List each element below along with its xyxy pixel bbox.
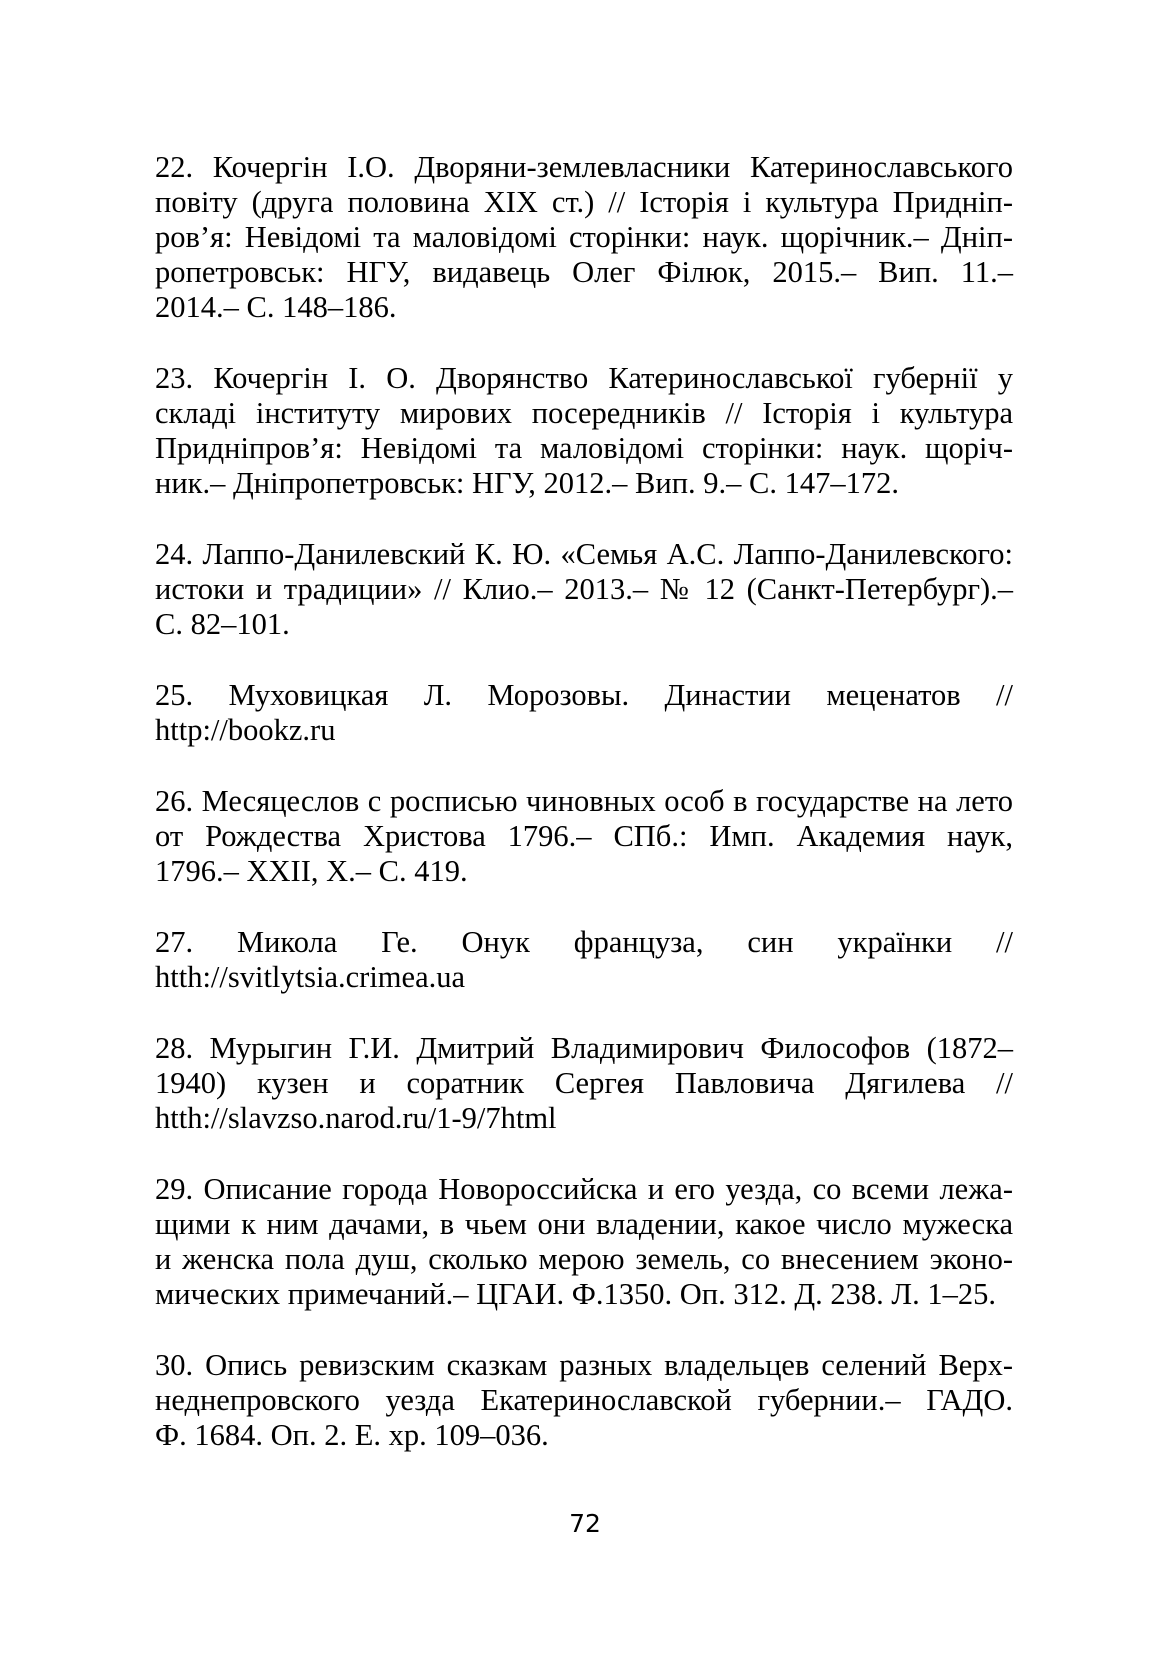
entry-line: 25. Муховицкая Л. Морозовы. Династии меценатов // bbox=[155, 678, 1013, 712]
entry-line: 26. Месяцеслов с росписью чиновных особ в государстве на лето bbox=[155, 784, 1013, 818]
entry-line: Придніпров’я: Невідомі та маловідомі сторінки: наук. щоріч- bbox=[155, 431, 1013, 465]
entry-line: htth://svitlytsia.crimea.ua bbox=[155, 960, 466, 994]
reference-entry-29 bbox=[155, 1172, 1013, 1312]
entry-line: 27. Микола Ге. Онук француза, син українки // bbox=[155, 925, 1013, 959]
entry-line: htth://slavzso.narod.ru/1-9/7html bbox=[155, 1101, 557, 1135]
entry-line: истоки и традиции» // Клио.– 2013.– № 12 (Санкт-Петербург).– bbox=[155, 572, 1013, 606]
reference-list bbox=[155, 150, 1013, 1489]
entry-line: щими к ним дачами, в чьем они владении, какое число мужеска bbox=[155, 1207, 1013, 1241]
entry-line: и женска пола душ, сколько мерою земель, со внесением эконо- bbox=[155, 1242, 1013, 1276]
entry-line: 24. Лаппо-Данилевский К. Ю. «Семья А.С. Лаппо-Данилевского: bbox=[155, 537, 1013, 571]
entry-line: 1796.– XXII, X.– С. 419. bbox=[155, 854, 468, 888]
reference-entry-25 bbox=[155, 678, 1013, 748]
entry-line: ник.– Дніпропетровськ: НГУ, 2012.– Вип. 9.– С. 147–172. bbox=[155, 466, 900, 500]
entry-line: 30. Опись ревизским сказкам разных владельцев селений Верх- bbox=[155, 1348, 1013, 1382]
entry-line: от Рождества Христова 1796.– СПб.: Имп. Академия наук, bbox=[155, 819, 1013, 853]
entry-line: складі інституту мирових посередників // Історія і культура bbox=[155, 396, 1013, 430]
entry-line: ров’я: Невідомі та маловідомі сторінки: наук. щорічник.– Дніп- bbox=[155, 220, 1013, 254]
entry-line: 28. Мурыгин Г.И. Дмитрий Владимирович Философов (1872– bbox=[155, 1031, 1013, 1065]
entry-line: 29. Описание города Новороссийска и его уезда, со всеми лежа- bbox=[155, 1172, 1013, 1206]
entry-line: 1940) кузен и соратник Сергея Павловича Дягилева // bbox=[155, 1066, 1013, 1100]
entry-line: 23. Кочергін І. О. Дворянство Катеринославської губернії у bbox=[155, 361, 1013, 395]
entry-line: 22. Кочергін І.О. Дворяни-землевласники Катеринославського bbox=[155, 150, 1013, 184]
reference-entry-26 bbox=[155, 784, 1013, 889]
entry-line: 2014.– С. 148–186. bbox=[155, 290, 397, 324]
reference-entry-28 bbox=[155, 1031, 1013, 1136]
reference-entry-30 bbox=[155, 1348, 1013, 1453]
entry-line: Ф. 1684. Оп. 2. Е. хр. 109–036. bbox=[155, 1418, 549, 1452]
entry-line: http://bookz.ru bbox=[155, 713, 336, 747]
entry-line: неднепровского уезда Екатеринославской губернии.– ГАДО. bbox=[155, 1383, 1013, 1417]
page-number: 72 bbox=[569, 1509, 601, 1538]
reference-entry-23 bbox=[155, 361, 1013, 501]
entry-line: повіту (друга половина XIX ст.) // Історія і культура Придніп- bbox=[155, 185, 1013, 219]
reference-entry-22 bbox=[155, 150, 1013, 325]
reference-entry-24 bbox=[155, 537, 1013, 642]
entry-line: мических примечаний.– ЦГАИ. Ф.1350. Оп. 312. Д. 238. Л. 1–25. bbox=[155, 1277, 996, 1311]
reference-entry-27 bbox=[155, 925, 1013, 995]
entry-line: ропетровськ: НГУ, видавець Олег Філюк, 2015.– Вип. 11.– bbox=[155, 255, 1013, 289]
entry-line: С. 82–101. bbox=[155, 607, 290, 641]
